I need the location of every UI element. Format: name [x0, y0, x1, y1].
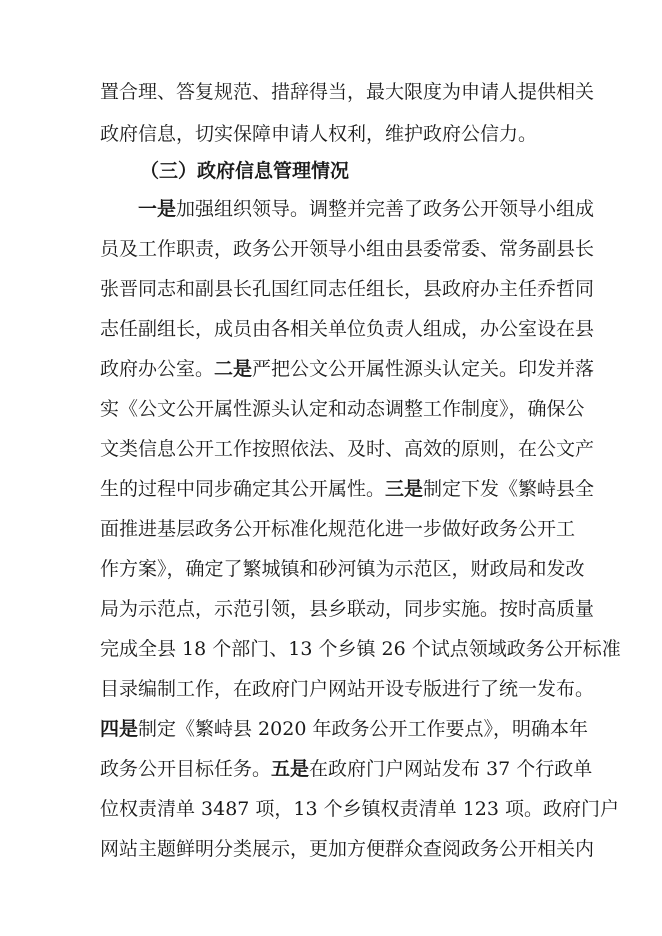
line-text: 严把公文公开属性源头认定关。印发并落 — [252, 358, 595, 380]
text-line — [100, 469, 595, 509]
text-line — [100, 509, 576, 549]
line-text: 政务公开目标任务。 — [100, 758, 272, 780]
text-line — [100, 389, 585, 429]
text-line — [100, 629, 621, 669]
line-text: 完成全县 18 个部门、13 个乡镇 26 个试点领域政务公开标准 — [100, 638, 621, 660]
text-line — [100, 349, 595, 389]
text-line — [100, 229, 595, 269]
keyword-third: 三是 — [385, 478, 424, 500]
line-text: 制定《繁峙县 2020 年政务公开工作要点》，明确本年 — [138, 718, 588, 740]
line-text: 张晋同志和副县长孔国红同志任组长，县政府办主任乔哲同 — [100, 278, 595, 300]
line-text: 政府信息，切实保障申请人权利，维护政府公信力。 — [100, 123, 538, 145]
text-line — [100, 749, 593, 789]
text-line — [100, 72, 595, 112]
text-line — [100, 114, 562, 154]
line-text: 位权责清单 3487 项，13 个乡镇权责清单 123 项。政府门户 — [100, 798, 619, 820]
line-text: 文类信息公开工作按照依法、及时、高效的原则，在公文产 — [100, 438, 595, 460]
line-text: 政府办公室。 — [100, 358, 215, 380]
text-line — [100, 269, 595, 309]
line-text: 员及工作职责，政务公开领导小组由县委常委、常务副县长 — [100, 238, 595, 260]
section-heading — [140, 151, 562, 191]
heading-text: （三）政府信息管理情况 — [140, 160, 350, 182]
text-line — [100, 789, 619, 829]
keyword-fourth: 四是 — [100, 718, 139, 740]
line-text: 志任副组长，成员由各相关单位负责人组成，办公室设在县 — [100, 318, 595, 340]
line-text: 实《公文公开属性源头认定和动态调整工作制度》，确保公 — [100, 398, 585, 420]
line-text: 加强组织领导。调整并完善了政务公开领导小组成 — [176, 198, 595, 220]
text-line — [100, 709, 588, 749]
line-text: 面推进基层政务公开标准化规范化进一步做好政务公开工 — [100, 518, 576, 540]
keyword-fifth: 五是 — [271, 758, 310, 780]
line-text: 在政府门户网站发布 37 个行政单 — [309, 758, 593, 780]
line-text: 置合理、答复规范、措辞得当，最大限度为申请人提供相关 — [100, 81, 595, 103]
line-text: 目录编制工作，在政府门户网站开设专版进行了统一发布。 — [100, 678, 595, 700]
line-text: 制定下发《繁峙县全 — [423, 478, 595, 500]
text-line — [100, 589, 595, 629]
text-line — [100, 309, 595, 349]
text-line — [100, 829, 595, 869]
line-text: 网站主题鲜明分类展示，更加方便群众查阅政务公开相关内 — [100, 838, 595, 860]
text-line — [100, 549, 585, 589]
keyword-second: 二是 — [214, 358, 253, 380]
line-text: 生的过程中同步确定其公开属性。 — [100, 478, 386, 500]
line-text: 局为示范点，示范引领，县乡联动，同步实施。按时高质量 — [100, 598, 595, 620]
line-text: 作方案》，确定了繁城镇和砂河镇为示范区，财政局和发改 — [100, 558, 585, 580]
text-line — [100, 669, 595, 709]
keyword-first: 一是 — [138, 198, 177, 220]
text-line — [138, 189, 595, 229]
text-line — [100, 429, 595, 469]
